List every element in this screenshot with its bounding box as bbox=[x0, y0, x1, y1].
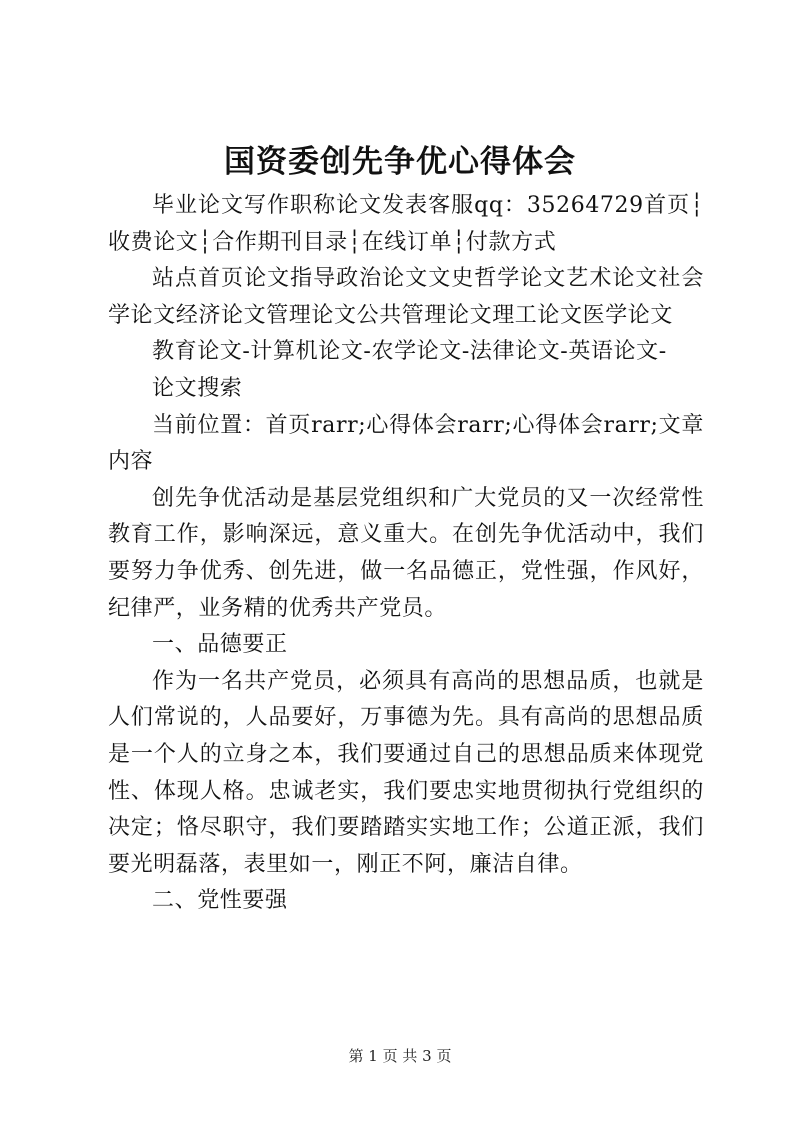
section-1-paragraph: 作为一名共产党员，必须具有高尚的思想品质，也就是人们常说的，人品要好，万事德为先。具有高尚的思想品质是一个人的立身之本，我们要通过自己的思想品质来体现党性、体现人格。忠诚老实，我们要忠实地贯彻执行党组织的决定；恪尽职守，我们要踏踏实实地工作；公道正派，我们要光明磊落，表里如一，刚正不阿，廉洁自律。 bbox=[108, 668, 704, 877]
category-nav-paragraph: 教育论文-计算机论文-农学论文-法律论文-英语论文- bbox=[152, 339, 667, 365]
header-links-paragraph: 毕业论文写作职称论文发表客服qq：35264729首页┆收费论文┆合作期刊目录┆在线订单┆付款方式 bbox=[108, 193, 704, 255]
page-number-footer: 第 1 页 共 3 页 bbox=[348, 1047, 452, 1065]
intro-paragraph: 创先争优活动是基层党组织和广大党员的又一次经常性教育工作，影响深远，意义重大。在创先争优活动中，我们要努力争优秀、创先进，做一名品德正，党性强，作风好，纪律严，业务精的优秀共产党员。 bbox=[108, 485, 704, 621]
breadcrumb-paragraph: 当前位置：首页rarr;心得体会rarr;心得体会rarr;文章内容 bbox=[108, 412, 704, 475]
section-heading-2: 二、党性要强 bbox=[152, 888, 288, 914]
search-label-paragraph: 论文搜索 bbox=[152, 375, 243, 401]
section-heading-1: 一、品德要正 bbox=[152, 632, 288, 658]
document-title: 国资委创先争优心得体会 bbox=[224, 144, 576, 180]
document-body bbox=[108, 188, 704, 920]
site-nav-paragraph: 站点首页论文指导政治论文文史哲学论文艺术论文社会学论文经济论文管理论文公共管理论文理工论文医学论文 bbox=[108, 266, 704, 328]
